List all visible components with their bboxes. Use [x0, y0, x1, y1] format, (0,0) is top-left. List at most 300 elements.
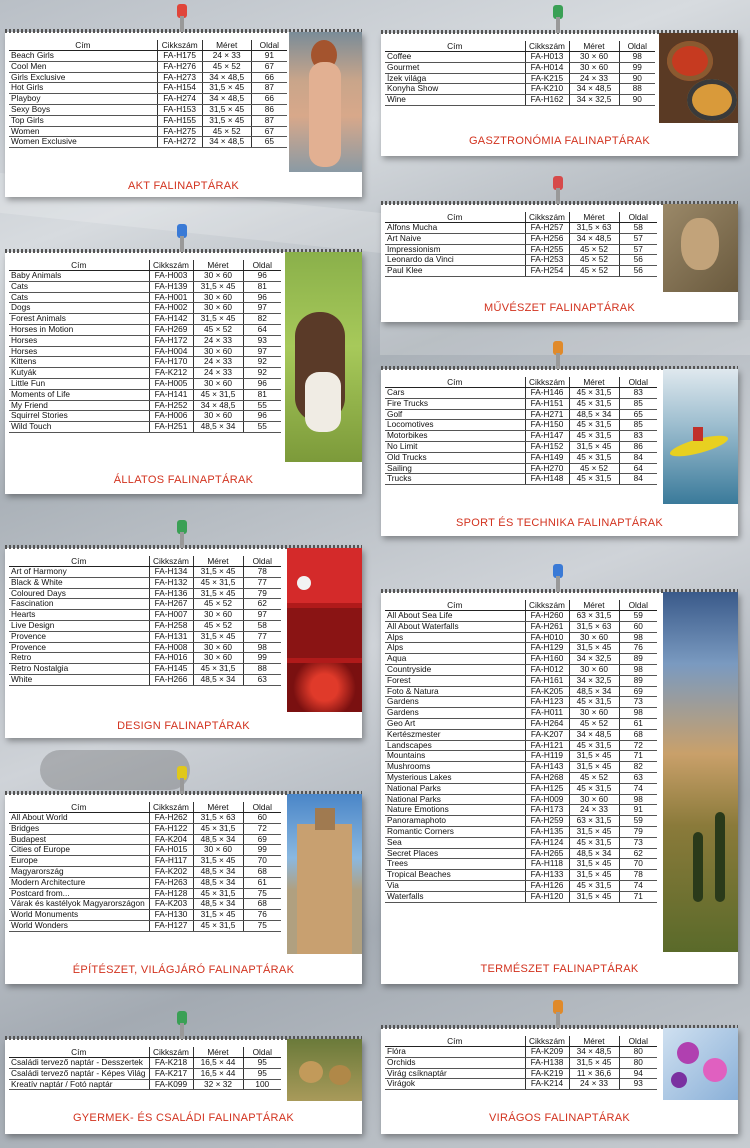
row-code: FA-H013	[525, 52, 569, 63]
table-row	[9, 588, 281, 599]
design-calendar-card	[5, 548, 362, 738]
row-size: 31,5 × 45	[193, 314, 243, 325]
row-code: FA-H276	[157, 61, 202, 72]
row-page: 91	[619, 805, 657, 816]
row-code: FA-H120	[525, 891, 569, 902]
row-page: 98	[243, 642, 281, 653]
row-size: 45 × 31,5	[193, 389, 243, 400]
row-size: 31,5 × 45	[193, 856, 243, 867]
gasztro-caption: GASZTRONÓMIA FALINAPTÁRAK	[468, 135, 651, 147]
sport-table	[385, 377, 657, 485]
row-page: 81	[243, 389, 281, 400]
viragos-photo	[663, 1028, 738, 1100]
row-code: FA-H009	[525, 794, 569, 805]
row-code: FA-K205	[525, 686, 569, 697]
row-page: 65	[251, 137, 287, 148]
row-page: 60	[243, 813, 281, 824]
row-code: FA-H173	[525, 805, 569, 816]
row-title: Girls Exclusive	[9, 72, 157, 83]
row-size: 31,5 × 45	[202, 104, 251, 115]
row-page: 63	[243, 674, 281, 685]
table-row	[9, 422, 281, 433]
background-shape	[40, 750, 190, 790]
hanger-icon	[177, 520, 187, 534]
row-code: FA-H121	[525, 740, 569, 751]
row-code: FA-H175	[157, 51, 202, 62]
row-page: 74	[619, 783, 657, 794]
row-code: FA-H261	[525, 621, 569, 632]
row-size: 31,5 × 45	[193, 281, 243, 292]
row-page: 88	[243, 664, 281, 675]
table-row	[385, 664, 657, 675]
row-page: 65	[619, 409, 657, 420]
row-title: My Friend	[9, 400, 149, 411]
row-code: FA-H008	[149, 642, 193, 653]
row-page: 89	[619, 675, 657, 686]
row-page: 75	[243, 888, 281, 899]
row-page: 83	[619, 431, 657, 442]
table-row	[9, 1058, 281, 1069]
row-code: FA-H016	[149, 653, 193, 664]
row-page: 73	[619, 697, 657, 708]
row-size: 45 × 52	[202, 126, 251, 137]
row-size: 63 × 31,5	[569, 816, 619, 827]
table-row	[385, 762, 657, 773]
row-page: 82	[619, 762, 657, 773]
hanger-icon	[553, 5, 563, 19]
table-row	[385, 632, 657, 643]
row-title: Modern Architecture	[9, 877, 149, 888]
table-row	[9, 400, 281, 411]
table-row	[9, 61, 287, 72]
row-page: 85	[619, 398, 657, 409]
row-page: 82	[243, 314, 281, 325]
row-code: FA-H259	[525, 816, 569, 827]
row-title: All About Sea Life	[385, 611, 525, 622]
row-size: 48,5 × 34	[193, 422, 243, 433]
table-row	[385, 621, 657, 632]
row-size: 32 × 32	[193, 1079, 243, 1090]
row-title: Wild Touch	[9, 422, 149, 433]
row-size: 24 × 33	[202, 51, 251, 62]
row-code: FA-H271	[525, 409, 569, 420]
row-code: FA-H273	[157, 72, 202, 83]
row-code: FA-K219	[525, 1068, 569, 1079]
row-page: 58	[243, 620, 281, 631]
row-page: 63	[619, 772, 657, 783]
col-page: Oldal	[243, 802, 281, 813]
col-size: Méret	[193, 260, 243, 271]
col-title: Cím	[385, 1036, 525, 1047]
row-code: FA-H136	[149, 588, 193, 599]
table-row	[9, 845, 281, 856]
row-page: 69	[619, 686, 657, 697]
row-size: 24 × 33	[193, 357, 243, 368]
row-page: 95	[243, 1058, 281, 1069]
row-title: Tropical Beaches	[385, 870, 525, 881]
table-row	[385, 431, 657, 442]
table-row	[9, 877, 281, 888]
row-code: FA-H155	[157, 115, 202, 126]
row-title: Kertészmester	[385, 729, 525, 740]
table-row	[385, 244, 657, 255]
row-size: 31,5 × 45	[569, 870, 619, 881]
row-title: Retro	[9, 653, 149, 664]
table-row	[385, 675, 657, 686]
row-title: Little Fun	[9, 378, 149, 389]
row-page: 97	[243, 346, 281, 357]
row-code: FA-H269	[149, 324, 193, 335]
row-page: 66	[251, 94, 287, 105]
row-title: Kutyák	[9, 368, 149, 379]
row-page: 66	[251, 72, 287, 83]
row-title: White	[9, 674, 149, 685]
table-row	[385, 718, 657, 729]
table-row	[9, 899, 281, 910]
allatos-calendar-card	[5, 252, 362, 494]
row-size: 31,5 × 45	[202, 115, 251, 126]
akt-caption: AKT FALINAPTÁRAK	[128, 180, 239, 192]
row-code: FA-H012	[525, 664, 569, 675]
row-code: FA-H139	[149, 281, 193, 292]
table-row	[385, 654, 657, 665]
row-page: 98	[619, 708, 657, 719]
row-code: FA-H274	[157, 94, 202, 105]
epiteszet-calendar-card	[5, 794, 362, 984]
termeszet-photo	[663, 592, 738, 952]
sport-photo	[663, 369, 738, 504]
row-title: World Monuments	[9, 910, 149, 921]
row-code: FA-H134	[149, 567, 193, 578]
table-row	[9, 823, 281, 834]
row-code: FA-H255	[525, 244, 569, 255]
row-title: Europe	[9, 856, 149, 867]
table-row	[9, 115, 287, 126]
row-size: 45 × 52	[193, 599, 243, 610]
row-title: Provence	[9, 631, 149, 642]
row-title: Forest Animals	[9, 314, 149, 325]
table-row	[9, 631, 281, 642]
row-title: Nature Emotions	[385, 805, 525, 816]
row-code: FA-H010	[525, 632, 569, 643]
row-code: FA-H004	[149, 346, 193, 357]
row-title: Alps	[385, 632, 525, 643]
row-code: FA-H151	[525, 398, 569, 409]
muveszet-calendar-card	[381, 204, 738, 322]
row-page: 92	[243, 368, 281, 379]
row-code: FA-K204	[149, 834, 193, 845]
col-title: Cím	[9, 1047, 149, 1058]
col-title: Cím	[9, 40, 157, 51]
row-page: 64	[243, 324, 281, 335]
row-code: FA-H275	[157, 126, 202, 137]
row-size: 31,5 × 45	[202, 83, 251, 94]
table-row	[9, 577, 281, 588]
row-code: FA-H253	[525, 255, 569, 266]
row-code: FA-H258	[149, 620, 193, 631]
row-page: 59	[619, 816, 657, 827]
row-code: FA-H143	[525, 762, 569, 773]
row-title: Women Exclusive	[9, 137, 157, 148]
row-code: FA-K215	[525, 73, 569, 84]
row-page: 99	[619, 62, 655, 73]
row-size: 31,5 × 45	[569, 891, 619, 902]
table-row	[9, 303, 281, 314]
col-size: Méret	[193, 1047, 243, 1058]
gasztro-calendar-card	[381, 33, 738, 156]
row-page: 98	[619, 632, 657, 643]
row-title: Playboy	[9, 94, 157, 105]
row-size: 45 × 31,5	[569, 388, 619, 399]
termeszet-caption: TERMÉSZET FALINAPTÁRAK	[480, 963, 639, 975]
col-code: Cikkszám	[149, 1047, 193, 1058]
col-code: Cikkszám	[525, 41, 569, 52]
row-size: 31,5 × 45	[193, 567, 243, 578]
row-page: 96	[243, 378, 281, 389]
table-row	[385, 1068, 657, 1079]
row-title: Konyha Show	[385, 84, 525, 95]
table-row	[385, 463, 657, 474]
row-title: Moments of Life	[9, 389, 149, 400]
table-row	[9, 314, 281, 325]
row-size: 48,5 × 34	[193, 834, 243, 845]
row-size: 30 × 60	[193, 653, 243, 664]
row-size: 24 × 33	[569, 805, 619, 816]
allatos-caption: ÁLLATOS FALINAPTÁRAK	[113, 474, 254, 486]
row-code: FA-H138	[525, 1057, 569, 1068]
row-page: 99	[243, 653, 281, 664]
table-row	[385, 816, 657, 827]
row-title: Fire Trucks	[385, 398, 525, 409]
row-size: 31,5 × 45	[193, 588, 243, 599]
table-row	[385, 388, 657, 399]
row-page: 91	[251, 51, 287, 62]
row-page: 96	[243, 292, 281, 303]
row-code: FA-H268	[525, 772, 569, 783]
col-code: Cikkszám	[157, 40, 202, 51]
row-page: 68	[619, 729, 657, 740]
row-title: All About Waterfalls	[385, 621, 525, 632]
row-page: 70	[619, 859, 657, 870]
row-page: 81	[243, 281, 281, 292]
row-code: FA-H254	[525, 266, 569, 277]
row-title: Bridges	[9, 823, 149, 834]
row-code: FA-H263	[149, 877, 193, 888]
row-title: No Limit	[385, 441, 525, 452]
row-code: FA-H264	[525, 718, 569, 729]
col-page: Oldal	[619, 600, 657, 611]
row-size: 30 × 60	[569, 794, 619, 805]
table-row	[385, 441, 657, 452]
row-title: Paul Klee	[385, 266, 525, 277]
row-code: FA-K209	[525, 1047, 569, 1058]
table-row	[385, 409, 657, 420]
row-code: FA-H126	[525, 880, 569, 891]
row-size: 45 × 31,5	[569, 398, 619, 409]
table-row	[9, 642, 281, 653]
row-title: Hot Girls	[9, 83, 157, 94]
row-size: 30 × 60	[193, 610, 243, 621]
row-page: 98	[619, 794, 657, 805]
col-title: Cím	[385, 41, 525, 52]
table-row	[385, 708, 657, 719]
row-title: Art of Harmony	[9, 567, 149, 578]
row-page: 72	[243, 823, 281, 834]
hanger-icon	[177, 224, 187, 238]
row-title: Via	[385, 880, 525, 891]
table-row	[385, 837, 657, 848]
row-title: Várak és kastélyok Magyarországon	[9, 899, 149, 910]
table-row	[385, 751, 657, 762]
row-size: 31,5 × 45	[569, 859, 619, 870]
sport-caption: SPORT ÉS TECHNIKA FALINAPTÁRAK	[455, 517, 664, 529]
row-code: FA-K210	[525, 84, 569, 95]
row-size: 34 × 48,5	[202, 137, 251, 148]
row-size: 45 × 52	[193, 620, 243, 631]
row-title: Családi tervező naptár - Képes Világ	[9, 1068, 149, 1079]
row-title: Postcard from...	[9, 888, 149, 899]
row-page: 92	[243, 357, 281, 368]
row-code: FA-H148	[525, 474, 569, 485]
row-page: 88	[619, 84, 655, 95]
table-row	[9, 610, 281, 621]
gyermek-caption: GYERMEK- ÉS CSALÁDI FALINAPTÁRAK	[72, 1112, 295, 1124]
table-row	[385, 1057, 657, 1068]
row-code: FA-H119	[525, 751, 569, 762]
row-page: 75	[243, 920, 281, 931]
table-row	[9, 910, 281, 921]
row-title: Geo Art	[385, 718, 525, 729]
col-code: Cikkszám	[525, 600, 569, 611]
design-table	[9, 556, 281, 686]
table-row	[9, 888, 281, 899]
table-row	[385, 783, 657, 794]
allatos-table	[9, 260, 281, 433]
table-row	[385, 233, 657, 244]
row-title: Coloured Days	[9, 588, 149, 599]
row-page: 70	[243, 856, 281, 867]
row-page: 71	[619, 751, 657, 762]
row-title: Sexy Boys	[9, 104, 157, 115]
row-title: Hearts	[9, 610, 149, 621]
table-row	[9, 72, 287, 83]
sport-calendar-card	[381, 369, 738, 536]
row-size: 30 × 60	[193, 411, 243, 422]
row-title: Countryside	[385, 664, 525, 675]
col-size: Méret	[569, 600, 619, 611]
row-size: 45 × 31,5	[569, 880, 619, 891]
row-title: Art Naive	[385, 233, 525, 244]
row-title: Budapest	[9, 834, 149, 845]
row-size: 45 × 52	[202, 61, 251, 72]
row-size: 30 × 60	[569, 52, 619, 63]
col-size: Méret	[202, 40, 251, 51]
row-size: 31,5 × 45	[569, 1057, 619, 1068]
row-size: 31,5 × 45	[569, 751, 619, 762]
row-size: 45 × 31,5	[569, 837, 619, 848]
col-code: Cikkszám	[525, 1036, 569, 1047]
row-title: Forest	[385, 675, 525, 686]
row-code: FA-K214	[525, 1079, 569, 1090]
row-size: 34 × 32,5	[569, 95, 619, 106]
row-page: 83	[619, 388, 657, 399]
row-code: FA-H272	[157, 137, 202, 148]
table-row	[9, 1079, 281, 1090]
row-title: Alfons Mucha	[385, 223, 525, 234]
row-title: All About World	[9, 813, 149, 824]
row-size: 34 × 48,5	[202, 72, 251, 83]
row-title: Kreatív naptár / Fotó naptár	[9, 1079, 149, 1090]
table-row	[385, 266, 657, 277]
row-title: Virágok	[385, 1079, 525, 1090]
row-size: 34 × 48,5	[193, 400, 243, 411]
table-row	[385, 643, 657, 654]
row-size: 45 × 52	[569, 244, 619, 255]
row-code: FA-H123	[525, 697, 569, 708]
row-page: 100	[243, 1079, 281, 1090]
row-size: 48,5 × 34	[569, 848, 619, 859]
row-page: 76	[619, 643, 657, 654]
row-code: FA-H260	[525, 611, 569, 622]
table-row	[385, 1047, 657, 1058]
row-title: Top Girls	[9, 115, 157, 126]
row-title: Romantic Corners	[385, 826, 525, 837]
col-page: Oldal	[619, 41, 655, 52]
akt-photo	[289, 32, 362, 172]
row-code: FA-H251	[149, 422, 193, 433]
table-row	[9, 378, 281, 389]
table-row	[9, 94, 287, 105]
table-row	[385, 420, 657, 431]
row-page: 60	[619, 621, 657, 632]
hanger-icon	[177, 4, 187, 18]
row-code: FA-H117	[149, 856, 193, 867]
row-size: 24 × 33	[193, 368, 243, 379]
row-size: 30 × 60	[193, 271, 243, 282]
row-size: 45 × 31,5	[569, 474, 619, 485]
row-title: Flóra	[385, 1047, 525, 1058]
row-title: Mysterious Lakes	[385, 772, 525, 783]
row-page: 67	[251, 61, 287, 72]
row-title: Wine	[385, 95, 525, 106]
row-code: FA-K207	[525, 729, 569, 740]
row-code: FA-K212	[149, 368, 193, 379]
table-row	[385, 52, 655, 63]
row-size: 45 × 52	[569, 463, 619, 474]
row-page: 86	[619, 441, 657, 452]
epiteszet-caption: ÉPÍTÉSZET, VILÁGJÁRÓ FALINAPTÁRAK	[72, 964, 295, 976]
row-code: FA-H170	[149, 357, 193, 368]
row-page: 96	[243, 411, 281, 422]
row-page: 84	[619, 474, 657, 485]
row-title: Cars	[385, 388, 525, 399]
row-size: 34 × 48,5	[569, 84, 619, 95]
row-size: 34 × 48,5	[569, 233, 619, 244]
row-page: 98	[619, 52, 655, 63]
table-row	[9, 664, 281, 675]
row-title: Cool Men	[9, 61, 157, 72]
row-title: Black & White	[9, 577, 149, 588]
row-size: 45 × 52	[569, 255, 619, 266]
hanger-icon	[553, 176, 563, 190]
muveszet-caption: MŰVÉSZET FALINAPTÁRAK	[484, 302, 635, 314]
table-row	[385, 880, 657, 891]
row-size: 30 × 60	[193, 303, 243, 314]
row-size: 31,5 × 45	[193, 631, 243, 642]
row-code: FA-H005	[149, 378, 193, 389]
epiteszet-photo	[287, 794, 362, 954]
table-row	[385, 729, 657, 740]
